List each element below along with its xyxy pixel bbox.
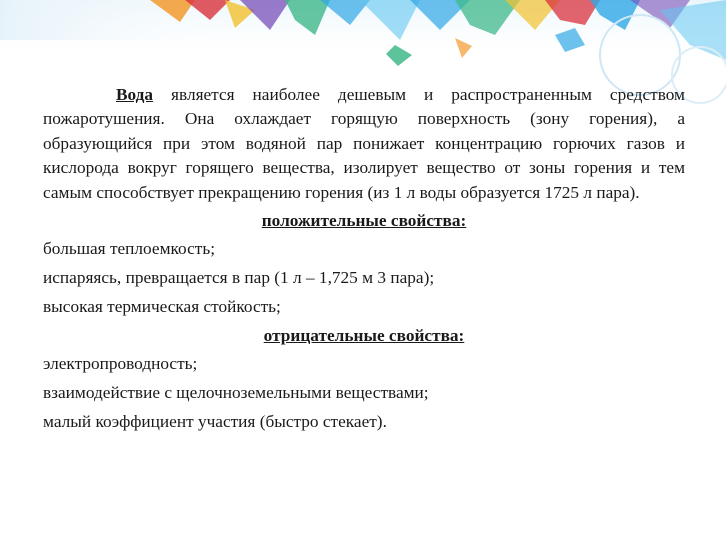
intro-text: является наиболее дешевым и распространенным средством пожаротушения. Она охлаждает горящую поверхность (зону горения), а образующийся при этом водяной пар понижает концентрацию горючих газов и кислорода вокруг горящего вещества, изолирует вещество от зоны горения и тем самым способствует прекращению горения (из 1 л воды образуется 1725 л пара).	[43, 85, 685, 202]
negative-item: электропроводность;	[43, 354, 198, 374]
positive-item: высокая термическая стойкость;	[43, 297, 281, 317]
positive-item: большая теплоемкость;	[43, 239, 216, 259]
negative-item: малый коэффициент участия (быстро стекает).	[43, 412, 387, 432]
positive-properties-heading: положительные свойства:	[261, 211, 467, 231]
positive-item: испаряясь, превращается в пар (1 л – 1,725 м 3 пара);	[43, 268, 435, 288]
negative-item: взаимодействие с щелочноземельными веществами;	[43, 383, 429, 403]
intro-term: Вода	[116, 85, 154, 104]
negative-properties-heading: отрицательные свойства:	[263, 326, 465, 346]
intro-paragraph	[43, 83, 685, 205]
slide-content	[43, 83, 685, 439]
